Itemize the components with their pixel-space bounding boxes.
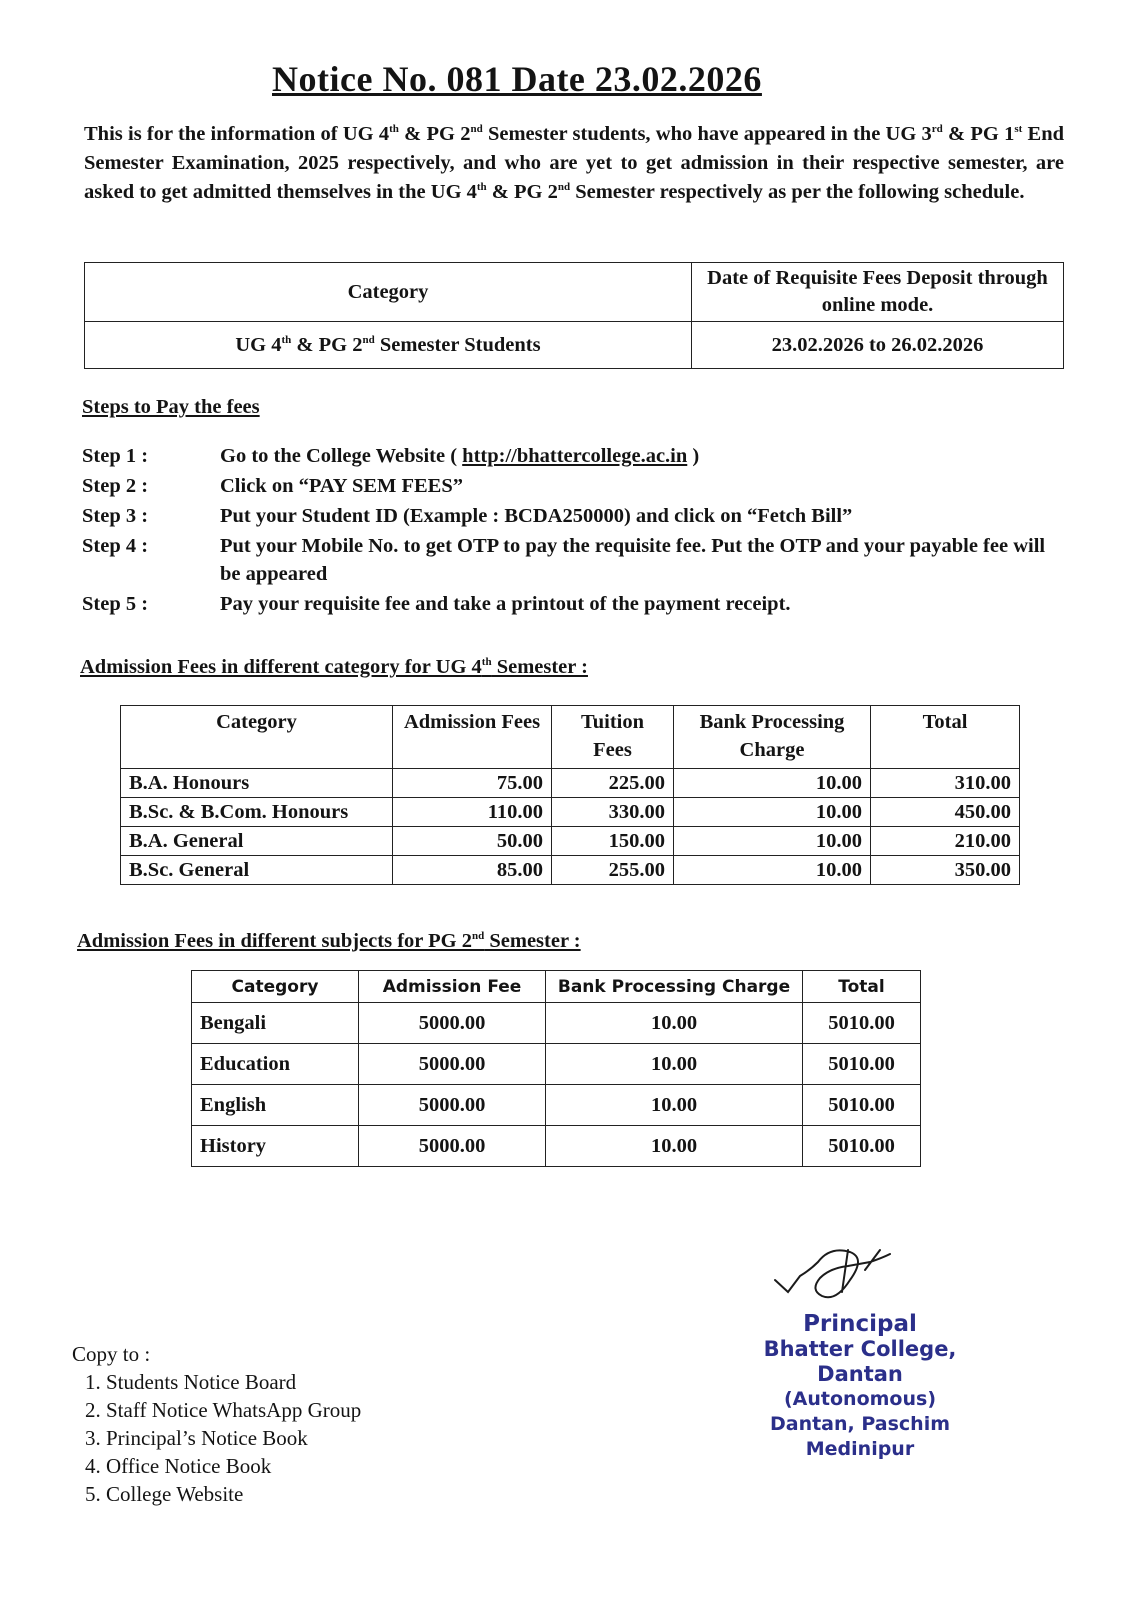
schedule-header-row — [85, 263, 1064, 322]
cell-total: 5010.00 — [803, 1126, 921, 1167]
cell-admission: 75.00 — [393, 769, 552, 798]
pg-header-total: Total — [803, 971, 921, 1003]
pg-header-bank: Bank Processing Charge — [546, 971, 803, 1003]
cell-total: 310.00 — [871, 769, 1020, 798]
step-label: Step 3 : — [82, 505, 149, 527]
table-row — [121, 798, 1020, 827]
step-label: Step 5 : — [82, 593, 149, 615]
cell-admission: 5000.00 — [359, 1126, 546, 1167]
cell-tuition: 225.00 — [552, 769, 674, 798]
intro-sup: th — [476, 181, 487, 194]
list-item: 2. Staff Notice WhatsApp Group — [106, 1396, 361, 1424]
cell-bank: 10.00 — [546, 1085, 803, 1126]
table-row — [192, 1044, 921, 1085]
cell-total: 210.00 — [871, 827, 1020, 856]
step-item — [82, 532, 1067, 588]
step-label: Step 1 : — [82, 445, 149, 467]
cell-text: UG 4 — [235, 333, 282, 356]
cell-text: & PG 2 — [291, 333, 363, 356]
step-item — [82, 442, 1067, 470]
step-text: Click on “PAY SEM FEES” — [220, 475, 464, 497]
copy-to-section — [72, 1340, 361, 1508]
cell-total: 450.00 — [871, 798, 1020, 827]
schedule-category-cell — [85, 322, 692, 369]
step-label: Step 4 : — [82, 535, 149, 557]
pg-header-row — [192, 971, 921, 1003]
cell-sup: nd — [362, 333, 375, 346]
intro-paragraph — [84, 120, 1064, 207]
cell-total: 5010.00 — [803, 1003, 921, 1044]
intro-text: Semester students, who have appeared in the UG 3 — [482, 123, 932, 145]
step-text-post: ) — [687, 445, 700, 467]
ug-header-tuition: Tuition Fees — [552, 706, 674, 769]
cell-sup: th — [281, 333, 292, 346]
intro-text: This is for the information of UG 4 — [84, 123, 390, 145]
stamp-status: (Autonomous) — [784, 1388, 936, 1410]
step-label: Step 2 : — [82, 475, 149, 497]
ug-header-total: Total — [871, 706, 1020, 769]
intro-sup: nd — [470, 123, 483, 136]
cell-admission: 5000.00 — [359, 1003, 546, 1044]
cell-category: B.A. General — [121, 827, 393, 856]
notice-title: Notice No. 081 Date 23.02.2026 — [272, 59, 762, 99]
stamp-address: Dantan, Paschim Medinipur — [769, 1413, 951, 1460]
table-row — [121, 827, 1020, 856]
cell-bank: 10.00 — [674, 769, 871, 798]
pg-header-category: Category — [192, 971, 359, 1003]
pg-fees-heading — [77, 930, 581, 953]
steps-heading: Steps to Pay the fees — [82, 396, 260, 418]
cell-bank: 10.00 — [546, 1003, 803, 1044]
cell-total: 5010.00 — [803, 1085, 921, 1126]
cell-category: B.Sc. & B.Com. Honours — [121, 798, 393, 827]
schedule-header-date: Date of Requisite Fees Deposit through online mode. — [692, 263, 1064, 322]
table-row — [192, 1085, 921, 1126]
schedule-row — [85, 322, 1064, 369]
cell-bank: 10.00 — [674, 856, 871, 885]
intro-sup: nd — [557, 181, 571, 194]
step-item — [82, 502, 1067, 530]
step-text — [220, 442, 1067, 470]
list-item: 5. College Website — [106, 1480, 361, 1508]
cell-category: Bengali — [192, 1003, 359, 1044]
list-item: 4. Office Notice Book — [106, 1452, 361, 1480]
schedule-table — [84, 262, 1064, 369]
cell-admission: 5000.00 — [359, 1085, 546, 1126]
cell-category: Education — [192, 1044, 359, 1085]
step-text: Put your Mobile No. to get OTP to pay the requisite fee. Put the OTP and your payable fee will be appeared — [220, 535, 1046, 585]
cell-tuition: 330.00 — [552, 798, 674, 827]
pg-fees-table — [191, 970, 921, 1167]
table-row — [121, 856, 1020, 885]
list-item: 3. Principal’s Notice Book — [106, 1424, 361, 1452]
heading-text: Semester : — [491, 656, 588, 678]
heading-sup: th — [481, 656, 492, 669]
cell-bank: 10.00 — [674, 827, 871, 856]
heading-text: Semester : — [484, 930, 581, 952]
cell-text: Semester Students — [374, 333, 541, 356]
cell-admission: 50.00 — [393, 827, 552, 856]
schedule-date-cell: 23.02.2026 to 26.02.2026 — [692, 322, 1064, 369]
cell-bank: 10.00 — [546, 1044, 803, 1085]
table-row — [121, 769, 1020, 798]
intro-text: & PG 2 — [398, 123, 471, 145]
step-item — [82, 472, 1067, 500]
cell-admission: 5000.00 — [359, 1044, 546, 1085]
ug-fees-heading — [80, 656, 588, 679]
ug-header-row — [121, 706, 1020, 769]
intro-sup: st — [1014, 123, 1023, 136]
step-text: Pay your requisite fee and take a printout of the payment receipt. — [220, 593, 791, 615]
cell-category: B.A. Honours — [121, 769, 393, 798]
ug-fees-table — [120, 705, 1020, 885]
heading-sup: nd — [472, 930, 485, 943]
cell-total: 350.00 — [871, 856, 1020, 885]
intro-text: Semester respectively as per the following schedule. — [570, 181, 1025, 203]
intro-text: & PG 2 — [486, 181, 558, 203]
step-text: Put your Student ID (Example : BCDA250000) and click on “Fetch Bill” — [220, 505, 853, 527]
cell-admission: 110.00 — [393, 798, 552, 827]
schedule-header-category: Category — [85, 263, 692, 322]
table-row — [192, 1003, 921, 1044]
cell-category: English — [192, 1085, 359, 1126]
pg-header-admission: Admission Fee — [359, 971, 546, 1003]
cell-category: History — [192, 1126, 359, 1167]
heading-text: Admission Fees in different category for UG 4 — [80, 656, 482, 678]
college-website-link[interactable]: http://bhattercollege.ac.in — [462, 445, 688, 467]
cell-category: B.Sc. General — [121, 856, 393, 885]
step-item — [82, 590, 1067, 618]
copy-to-heading: Copy to : — [72, 1342, 151, 1366]
intro-text: End Semester Examination, 2025 respectively, and who are yet to get admission in their respective semester, are asked to get admitted themselves in the UG 4 — [84, 123, 1065, 203]
cell-tuition: 255.00 — [552, 856, 674, 885]
cell-bank: 10.00 — [546, 1126, 803, 1167]
heading-text: Admission Fees in different subjects for PG 2 — [77, 930, 472, 952]
ug-header-admission: Admission Fees — [393, 706, 552, 769]
steps-list — [82, 442, 1067, 620]
cell-admission: 85.00 — [393, 856, 552, 885]
list-item: 1. Students Notice Board — [106, 1368, 361, 1396]
table-row — [192, 1126, 921, 1167]
stamp-college: Bhatter College, Dantan — [763, 1337, 957, 1386]
intro-sup: th — [389, 123, 399, 136]
signature-icon — [770, 1240, 910, 1310]
step-text-pre: Go to the College Website ( — [220, 445, 463, 467]
cell-bank: 10.00 — [674, 798, 871, 827]
principal-stamp — [720, 1312, 1000, 1462]
ug-header-category: Category — [121, 706, 393, 769]
intro-text: & PG 1 — [942, 123, 1015, 145]
stamp-title: Principal — [803, 1311, 917, 1337]
cell-tuition: 150.00 — [552, 827, 674, 856]
intro-sup: rd — [931, 123, 943, 136]
copy-to-list — [72, 1368, 361, 1508]
cell-total: 5010.00 — [803, 1044, 921, 1085]
ug-header-bank: Bank Processing Charge — [674, 706, 871, 769]
